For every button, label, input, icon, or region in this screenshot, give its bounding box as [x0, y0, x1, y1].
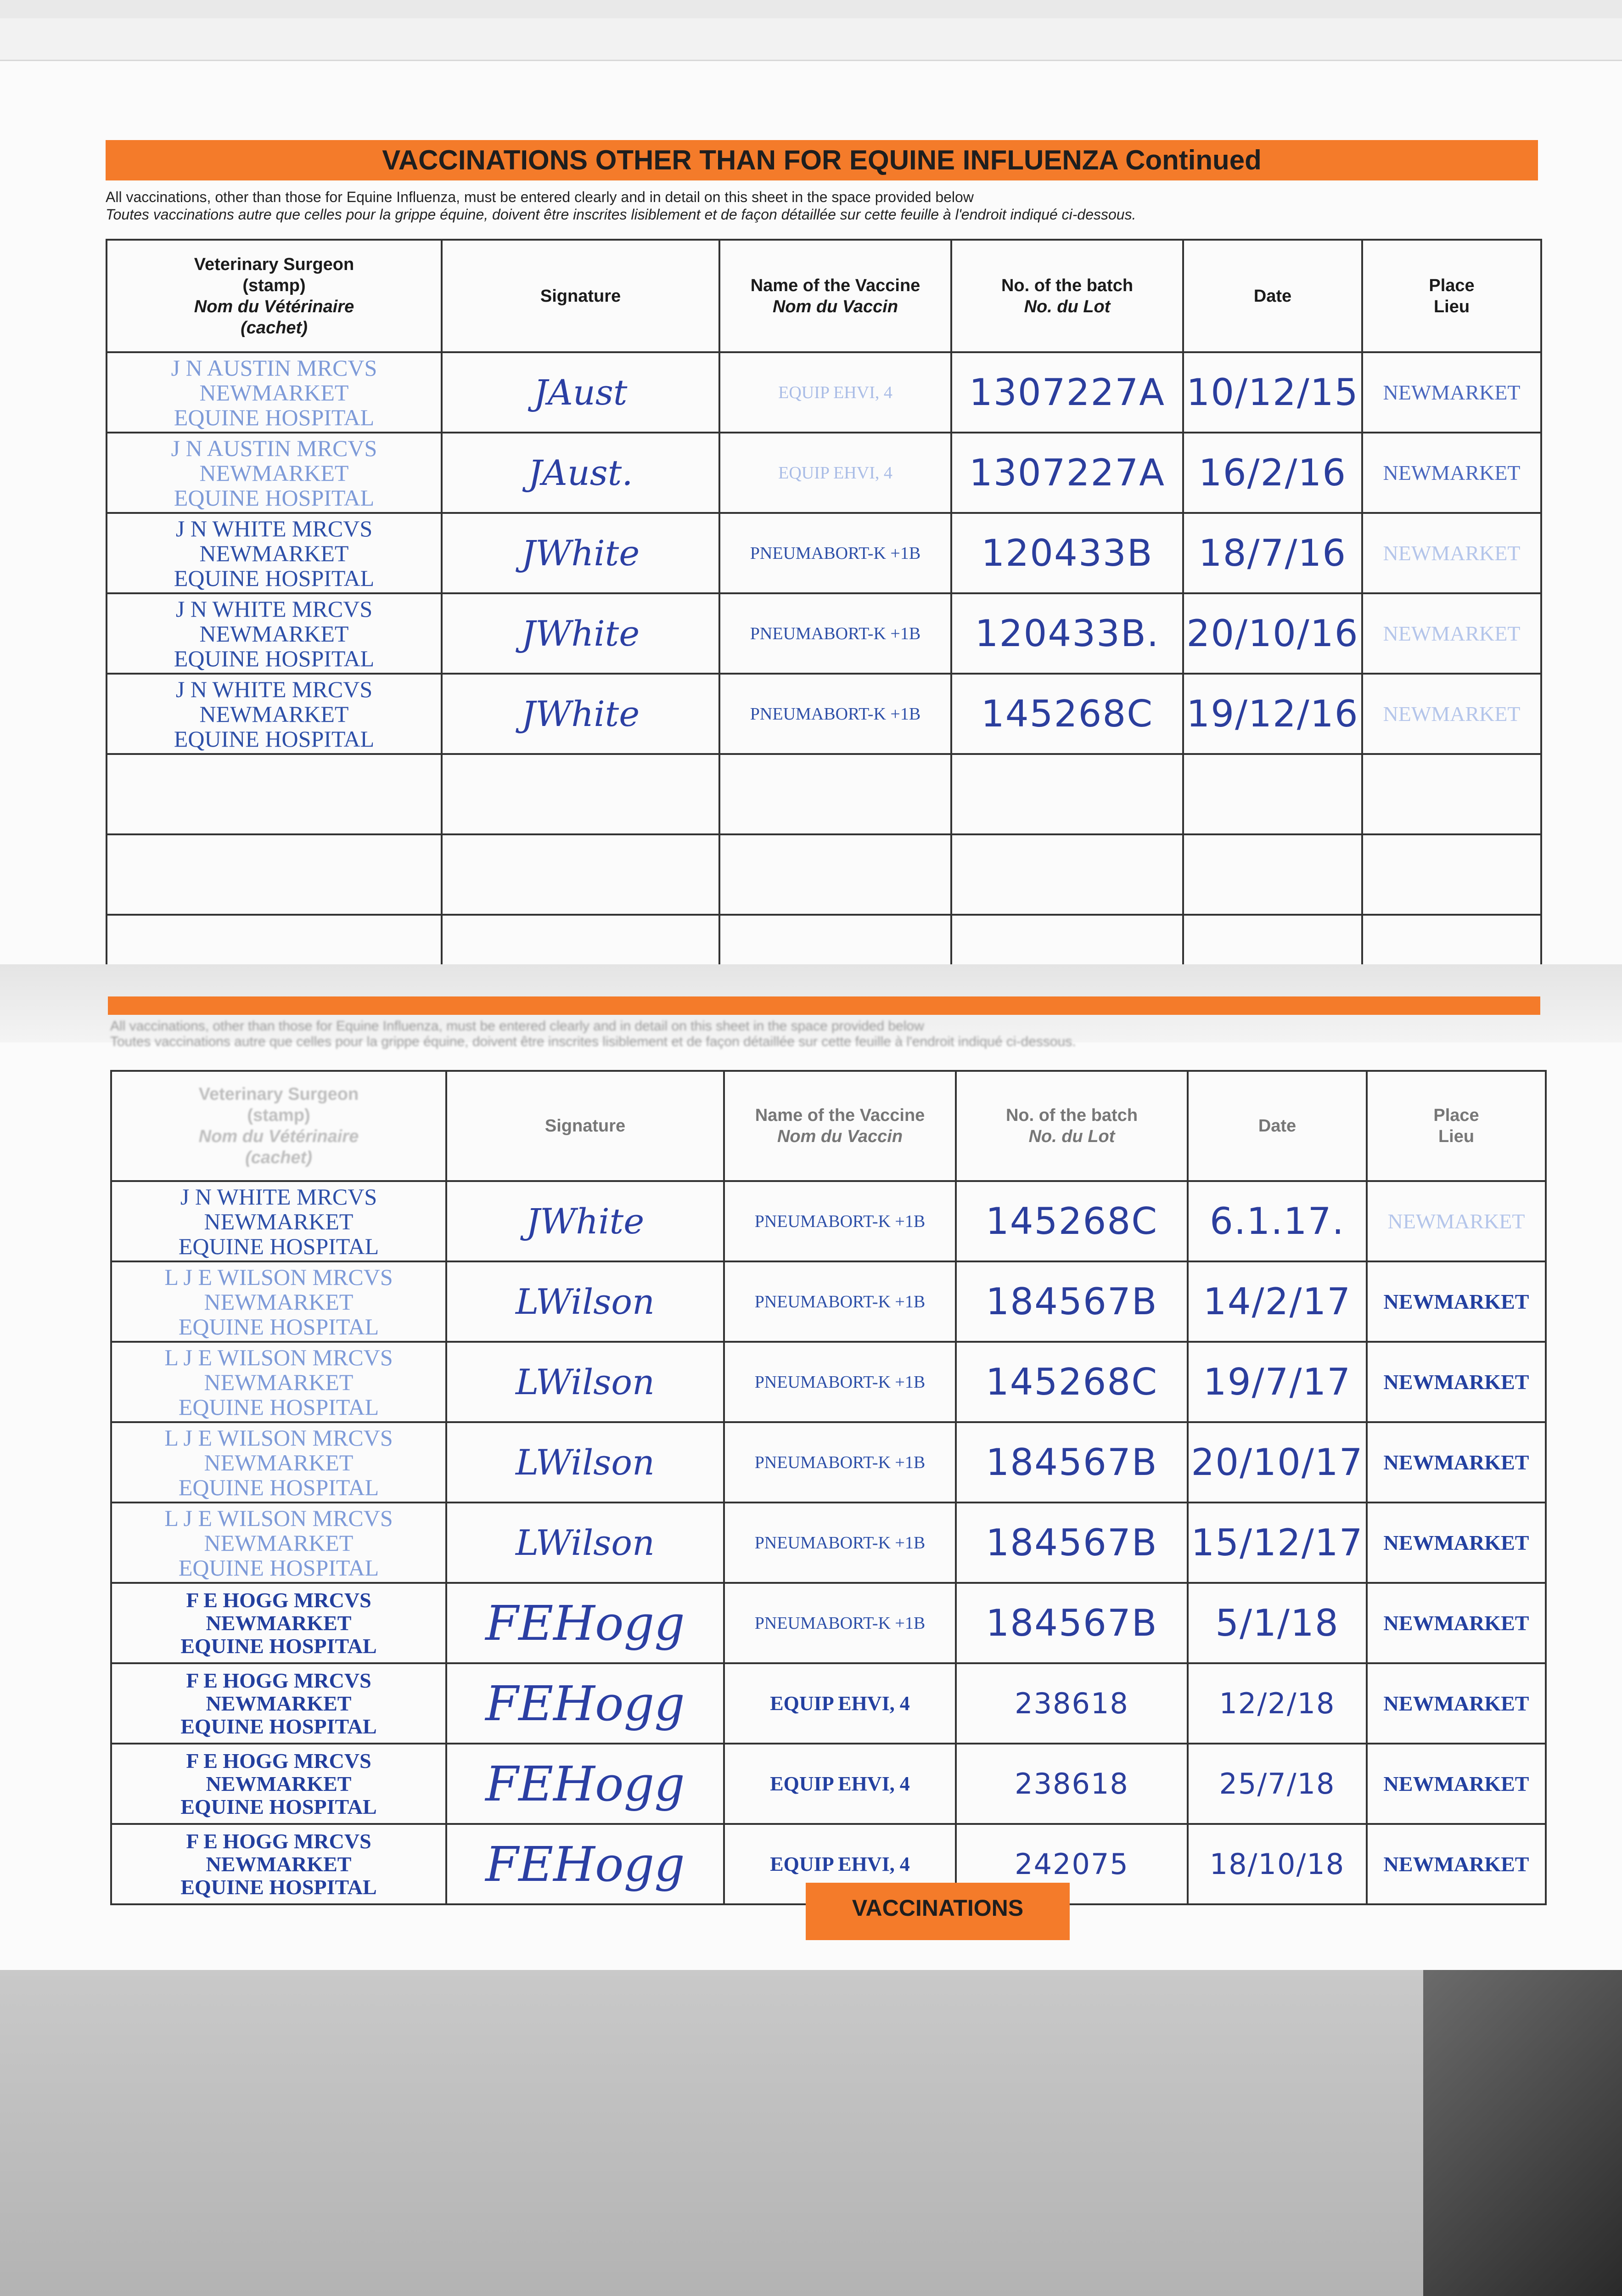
vet-stamp-cell — [111, 1261, 446, 1342]
date: 25/7/18 — [1219, 1767, 1336, 1801]
date: 20/10/16 — [1186, 612, 1359, 655]
vet-stamp-line: EQUINE HOSPITAL — [174, 404, 375, 430]
vet-stamp-cell — [111, 1583, 446, 1663]
vet-stamp-line: NEWMARKET — [199, 620, 349, 647]
vet-stamp-line: EQUINE HOSPITAL — [174, 484, 375, 511]
vet-stamp-line: NEWMARKET — [199, 540, 349, 566]
header-vaccine: Name of the Vaccine Nom du Vaccin — [724, 1071, 956, 1181]
place: NEWMARKET — [1383, 1692, 1529, 1715]
signature: FEHogg — [485, 1756, 685, 1812]
vet-stamp-line: EQUINE HOSPITAL — [174, 565, 375, 591]
date-cell — [1188, 1744, 1367, 1824]
signature: JWhite — [521, 613, 640, 654]
place-cell — [1367, 1181, 1546, 1261]
place: NEWMARKET — [1383, 1611, 1529, 1635]
batch-number: 120433B. — [975, 612, 1160, 655]
vaccine-cell — [719, 433, 951, 513]
vet-stamp-line: EQUINE HOSPITAL — [178, 1474, 379, 1500]
vaccine-cell — [724, 1663, 956, 1744]
signature-cell — [442, 593, 719, 674]
header-vet: Veterinary Surgeon (stamp) Nom du Vétérinaire (cachet) — [111, 1071, 446, 1181]
batch-cell — [956, 1422, 1188, 1503]
vet-stamp-line: EQUINE HOSPITAL — [180, 1714, 377, 1738]
signature: JAust. — [528, 452, 633, 493]
batch-number: 184567B — [986, 1602, 1158, 1644]
signature: FEHogg — [485, 1675, 685, 1732]
date-cell — [1183, 352, 1362, 433]
place: NEWMARKET — [1383, 1290, 1529, 1313]
background — [0, 1970, 1622, 2296]
date-cell — [1183, 513, 1362, 593]
vet-stamp-line: EQUINE HOSPITAL — [180, 1875, 377, 1899]
vaccine-cell — [724, 1342, 956, 1422]
place: NEWMARKET — [1383, 381, 1521, 404]
vet-stamp-line: NEWMARKET — [199, 460, 349, 486]
vaccine-name: PNEUMABORT-K +1B — [750, 543, 921, 563]
date-cell — [1188, 1181, 1367, 1261]
date-cell — [1188, 1422, 1367, 1503]
vet-stamp-cell — [107, 352, 442, 433]
signature-cell — [446, 1744, 724, 1824]
vaccine-name: EQUIP EHVI, 4 — [770, 1773, 910, 1795]
vaccine-name: EQUIP EHVI, 4 — [778, 383, 892, 402]
date: 18/10/18 — [1209, 1847, 1345, 1881]
table-body — [107, 352, 1541, 995]
batch-cell — [956, 1744, 1188, 1824]
date-cell — [1188, 1583, 1367, 1663]
batch-number: 238618 — [1015, 1687, 1129, 1720]
date: 16/2/16 — [1198, 451, 1347, 494]
vet-stamp-line: F E HOGG MRCVS — [186, 1668, 371, 1692]
empty-cell — [951, 834, 1183, 915]
date: 19/7/17 — [1203, 1361, 1352, 1403]
date-cell — [1183, 593, 1362, 674]
vet-stamp-line: NEWMARKET — [206, 1611, 352, 1635]
date: 19/12/16 — [1186, 692, 1359, 735]
empty-cell — [719, 754, 951, 834]
empty-cell — [719, 834, 951, 915]
page-edge — [0, 0, 1622, 18]
batch-cell — [956, 1261, 1188, 1342]
batch-cell — [951, 513, 1183, 593]
signature: JWhite — [521, 693, 640, 734]
place: NEWMARKET — [1383, 1772, 1529, 1795]
signature: JAust — [533, 372, 628, 413]
table-body — [111, 1181, 1546, 1904]
empty-cell — [1183, 754, 1362, 834]
batch-number: 120433B — [981, 532, 1153, 574]
batch-number: 184567B — [986, 1521, 1158, 1564]
vaccine-name: EQUIP EHVI, 4 — [778, 463, 892, 483]
vet-stamp-line: J N AUSTIN MRCVS — [171, 355, 377, 381]
vaccine-cell — [724, 1583, 956, 1663]
vet-stamp-cell — [111, 1181, 446, 1261]
vet-stamp-line: J N WHITE MRCVS — [175, 596, 373, 622]
date: 20/10/17 — [1191, 1441, 1364, 1484]
signature-cell — [446, 1342, 724, 1422]
vaccine-name: PNEUMABORT-K +1B — [754, 1613, 926, 1633]
place: NEWMARKET — [1383, 622, 1521, 645]
batch-number: 145268C — [985, 1200, 1158, 1243]
vaccine-name: EQUIP EHVI, 4 — [770, 1692, 910, 1715]
batch-number: 1307227A — [969, 371, 1165, 414]
table-row — [111, 1583, 1546, 1663]
signature: FEHogg — [485, 1836, 685, 1892]
batch-cell — [956, 1583, 1188, 1663]
vet-stamp-cell — [111, 1744, 446, 1824]
table-row — [107, 674, 1541, 754]
place-cell — [1367, 1824, 1546, 1904]
vet-stamp-line: L J E WILSON MRCVS — [164, 1424, 393, 1451]
date: 18/7/16 — [1198, 532, 1347, 574]
signature-cell — [446, 1824, 724, 1904]
place: NEWMARKET — [1383, 702, 1521, 726]
signature: LWilson — [516, 1362, 655, 1402]
background-corner — [1423, 1970, 1622, 2296]
page-edge — [0, 18, 1622, 61]
place-cell — [1367, 1422, 1546, 1503]
date-cell — [1188, 1342, 1367, 1422]
vet-stamp-line: NEWMARKET — [206, 1852, 352, 1876]
place: NEWMARKET — [1383, 1370, 1529, 1394]
header-date: Date — [1183, 240, 1362, 352]
table-row — [111, 1422, 1546, 1503]
header-batch: No. of the batch No. du Lot — [956, 1071, 1188, 1181]
vet-stamp-line: F E HOGG MRCVS — [186, 1588, 371, 1612]
place-cell — [1367, 1503, 1546, 1583]
vet-stamp-line: NEWMARKET — [204, 1449, 354, 1475]
empty-row — [107, 834, 1541, 915]
batch-cell — [951, 433, 1183, 513]
date-cell — [1188, 1503, 1367, 1583]
vet-stamp-line: EQUINE HOSPITAL — [178, 1313, 379, 1339]
vaccine-cell — [719, 674, 951, 754]
batch-cell — [956, 1503, 1188, 1583]
section-tab: VACCINATIONS — [806, 1883, 1070, 1940]
signature: LWilson — [516, 1281, 655, 1322]
vet-stamp-line: L J E WILSON MRCVS — [164, 1505, 393, 1531]
batch-number: 238618 — [1015, 1767, 1129, 1801]
batch-cell — [951, 593, 1183, 674]
empty-row — [107, 754, 1541, 834]
vet-stamp-cell — [107, 593, 442, 674]
vaccine-name: PNEUMABORT-K +1B — [754, 1211, 926, 1231]
date-cell — [1188, 1261, 1367, 1342]
signature-cell — [446, 1503, 724, 1583]
vet-stamp-line: NEWMARKET — [204, 1289, 354, 1315]
batch-number: 145268C — [981, 692, 1154, 735]
vet-stamp-line: EQUINE HOSPITAL — [178, 1554, 379, 1581]
vet-stamp-cell — [107, 513, 442, 593]
vet-stamp-line: J N AUSTIN MRCVS — [171, 435, 377, 461]
place: NEWMARKET — [1387, 1210, 1525, 1233]
table-row — [111, 1181, 1546, 1261]
place: NEWMARKET — [1383, 1531, 1529, 1554]
signature: LWilson — [516, 1522, 655, 1563]
table-row — [111, 1261, 1546, 1342]
place-cell — [1367, 1583, 1546, 1663]
empty-cell — [107, 754, 442, 834]
signature: FEHogg — [485, 1595, 685, 1651]
batch-number: 1307227A — [969, 451, 1165, 494]
place: NEWMARKET — [1383, 541, 1521, 565]
signature: JWhite — [521, 533, 640, 574]
date: 6.1.17. — [1210, 1200, 1345, 1243]
vet-stamp-cell — [111, 1342, 446, 1422]
place-cell — [1362, 674, 1541, 754]
vet-stamp-cell — [107, 674, 442, 754]
vet-stamp-cell — [111, 1824, 446, 1904]
signature-cell — [442, 352, 719, 433]
place: NEWMARKET — [1383, 1451, 1529, 1474]
batch-number: 242075 — [1015, 1847, 1129, 1881]
table-row — [107, 513, 1541, 593]
vaccination-table-lower — [110, 1070, 1547, 1905]
vaccine-name: PNEUMABORT-K +1B — [750, 624, 921, 643]
vaccine-cell — [719, 352, 951, 433]
date-cell — [1188, 1663, 1367, 1744]
page-title: VACCINATIONS OTHER THAN FOR EQUINE INFLUENZA Continued — [106, 140, 1538, 180]
instructions-en: All vaccinations, other than those for Equine Influenza, must be entered clearly and in detail on this sheet in the space provided below — [106, 189, 974, 205]
table-row — [111, 1663, 1546, 1744]
date-cell — [1183, 433, 1362, 513]
place-cell — [1367, 1342, 1546, 1422]
header-vet: Veterinary Surgeon (stamp) Nom du Vétérinaire (cachet) — [107, 240, 442, 352]
vet-stamp-line: NEWMARKET — [206, 1772, 352, 1795]
vet-stamp-line: NEWMARKET — [204, 1369, 354, 1395]
header-vaccine: Name of the Vaccine Nom du Vaccin — [719, 240, 951, 352]
instructions-fr: Toutes vaccinations autre que celles pour la grippe équine, doivent être inscrites lisiblement et de façon détaillée sur cette feuille à l'endroit indiqué ci-dessous. — [106, 206, 1136, 223]
vaccine-cell — [724, 1503, 956, 1583]
batch-cell — [956, 1342, 1188, 1422]
vet-stamp-cell — [111, 1663, 446, 1744]
table-row — [111, 1744, 1546, 1824]
table-row — [107, 352, 1541, 433]
place-cell — [1362, 593, 1541, 674]
date: 14/2/17 — [1203, 1280, 1352, 1323]
signature: LWilson — [516, 1442, 655, 1483]
vet-stamp-line: J N WHITE MRCVS — [175, 515, 373, 541]
vaccine-name: PNEUMABORT-K +1B — [750, 704, 921, 724]
vet-stamp-line: F E HOGG MRCVS — [186, 1829, 371, 1853]
place-cell — [1367, 1663, 1546, 1744]
empty-cell — [442, 834, 719, 915]
date-cell — [1183, 674, 1362, 754]
header-signature: Signature — [446, 1071, 724, 1181]
vaccine-cell — [719, 593, 951, 674]
vet-stamp-line: NEWMARKET — [204, 1530, 354, 1556]
vet-stamp-line: NEWMARKET — [206, 1691, 352, 1715]
empty-cell — [1183, 834, 1362, 915]
batch-cell — [951, 352, 1183, 433]
instructions — [106, 188, 1552, 223]
orange-banner-folded — [108, 996, 1540, 1015]
place: NEWMARKET — [1383, 1852, 1529, 1876]
empty-cell — [442, 754, 719, 834]
vet-stamp-cell — [111, 1422, 446, 1503]
vaccine-name: PNEUMABORT-K +1B — [754, 1533, 926, 1553]
vaccine-cell — [724, 1422, 956, 1503]
empty-cell — [107, 834, 442, 915]
date: 12/2/18 — [1219, 1687, 1336, 1720]
instructions-faded: All vaccinations, other than those for Equine Influenza, must be entered clearly and in detail on this sheet in the space provided below Toutes vaccinations autre que celles pour la grippe équine, doivent être inscrites lisiblement et de façon détaillée sur cette feuille à l'endroit indiqué ci-dessous. — [110, 1019, 1076, 1049]
vet-stamp-line: EQUINE HOSPITAL — [174, 645, 375, 671]
empty-cell — [1362, 754, 1541, 834]
vet-stamp-line: J N WHITE MRCVS — [180, 1183, 377, 1210]
date: 5/1/18 — [1215, 1602, 1339, 1644]
vet-stamp-line: NEWMARKET — [204, 1208, 354, 1234]
batch-number: 145268C — [985, 1361, 1158, 1403]
vaccination-table-upper — [106, 239, 1542, 996]
signature-cell — [446, 1261, 724, 1342]
place-cell — [1362, 352, 1541, 433]
header-row — [111, 1071, 1546, 1181]
batch-number: 184567B — [986, 1441, 1158, 1484]
date: 15/12/17 — [1191, 1521, 1364, 1564]
place-cell — [1367, 1744, 1546, 1824]
header-place: Place Lieu — [1362, 240, 1541, 352]
vet-stamp-line: L J E WILSON MRCVS — [164, 1344, 393, 1370]
vaccine-cell — [724, 1261, 956, 1342]
vaccine-name: PNEUMABORT-K +1B — [754, 1292, 926, 1311]
signature-cell — [446, 1583, 724, 1663]
place-cell — [1362, 433, 1541, 513]
signature-cell — [442, 674, 719, 754]
vaccine-cell — [719, 513, 951, 593]
vet-stamp-line: EQUINE HOSPITAL — [178, 1233, 379, 1259]
header-batch: No. of the batch No. du Lot — [951, 240, 1183, 352]
vaccine-name: PNEUMABORT-K +1B — [754, 1452, 926, 1472]
table-row — [111, 1503, 1546, 1583]
vet-stamp-line: NEWMARKET — [199, 701, 349, 727]
place: NEWMARKET — [1383, 461, 1521, 484]
signature-cell — [442, 513, 719, 593]
vet-stamp-cell — [111, 1503, 446, 1583]
date-cell — [1188, 1824, 1367, 1904]
vet-stamp-line: L J E WILSON MRCVS — [164, 1264, 393, 1290]
batch-number: 184567B — [986, 1280, 1158, 1323]
vaccine-cell — [724, 1744, 956, 1824]
vet-stamp-line: EQUINE HOSPITAL — [180, 1634, 377, 1658]
batch-cell — [956, 1663, 1188, 1744]
signature-cell — [442, 433, 719, 513]
batch-cell — [956, 1181, 1188, 1261]
signature-cell — [446, 1422, 724, 1503]
vet-stamp-line: J N WHITE MRCVS — [175, 676, 373, 702]
signature-cell — [446, 1181, 724, 1261]
vet-stamp-cell — [107, 433, 442, 513]
place-cell — [1367, 1261, 1546, 1342]
vet-stamp-line: EQUINE HOSPITAL — [178, 1394, 379, 1420]
table-row — [111, 1342, 1546, 1422]
date: 10/12/15 — [1186, 371, 1359, 414]
vaccine-name: PNEUMABORT-K +1B — [754, 1372, 926, 1392]
header-row — [107, 240, 1541, 352]
signature: JWhite — [526, 1201, 645, 1242]
vet-stamp-line: F E HOGG MRCVS — [186, 1749, 371, 1773]
vet-stamp-line: NEWMARKET — [199, 379, 349, 405]
vet-stamp-line: EQUINE HOSPITAL — [174, 726, 375, 752]
vaccine-name: EQUIP EHVI, 4 — [770, 1853, 910, 1875]
header-place: Place Lieu — [1367, 1071, 1546, 1181]
header-date: Date — [1188, 1071, 1367, 1181]
vaccine-cell — [724, 1181, 956, 1261]
vet-stamp-line: EQUINE HOSPITAL — [180, 1795, 377, 1818]
empty-cell — [951, 754, 1183, 834]
batch-cell — [951, 674, 1183, 754]
empty-cell — [1362, 834, 1541, 915]
table-row — [107, 593, 1541, 674]
table-row — [107, 433, 1541, 513]
signature-cell — [446, 1663, 724, 1744]
place-cell — [1362, 513, 1541, 593]
header-signature: Signature — [442, 240, 719, 352]
